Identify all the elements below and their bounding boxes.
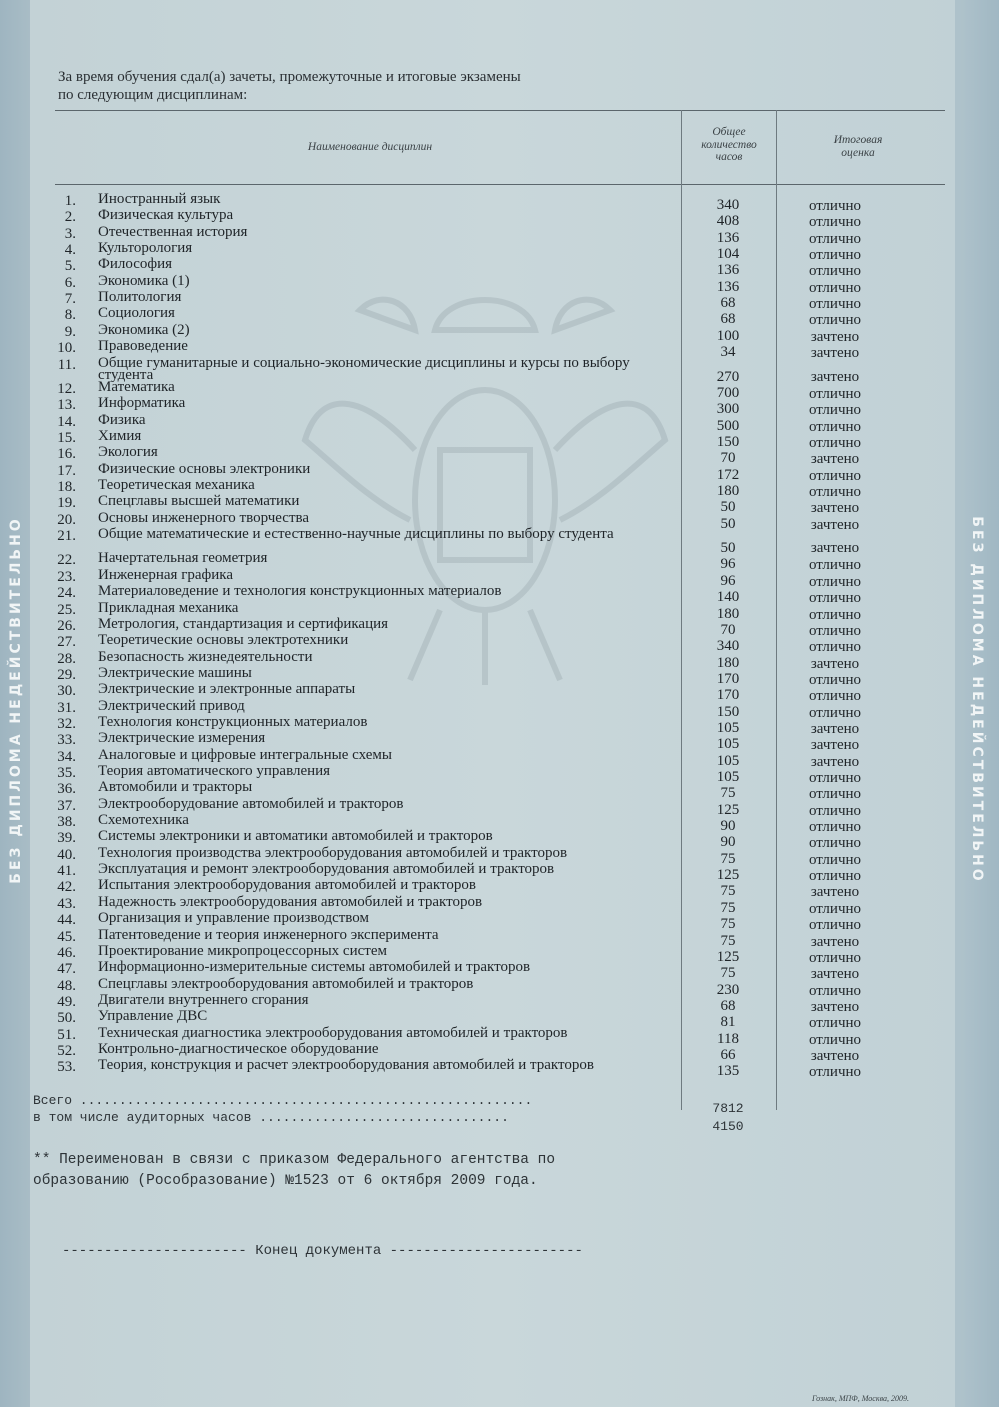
discipline-grade: отлично [808, 982, 862, 999]
column-header-hours [683, 126, 775, 164]
auditory-hours-value: 4150 [712, 1119, 744, 1134]
discipline-name: Спецглавы электрооборудования автомобилей и тракторов [98, 975, 474, 992]
discipline-name: Химия [98, 427, 142, 444]
discipline-name: Надежность электрооборудования автомобилей и тракторов [98, 893, 483, 910]
discipline-grade: отлично [808, 418, 862, 435]
intro-text [58, 68, 521, 104]
discipline-name: Основы инженерного творчества [98, 509, 310, 526]
row-number: 36. [57, 781, 76, 798]
discipline-name: Организация и управление производством [98, 910, 369, 927]
hours-header-line-3: часов [715, 151, 743, 163]
discipline-name: Социология [98, 305, 175, 322]
discipline-name: Экономика (1) [98, 272, 190, 289]
discipline-name: Информатика [98, 395, 186, 412]
discipline-grade: отлично [808, 402, 862, 419]
discipline-name: Политология [98, 289, 182, 306]
discipline-grade: зачтено [810, 345, 860, 362]
row-number: 52. [57, 1042, 76, 1059]
discipline-name: Электрические и электронные аппараты [98, 681, 356, 698]
discipline-hours: 34 [720, 344, 736, 361]
discipline-grade: отлично [808, 949, 862, 966]
discipline-name: Материаловедение и технология конструкционных материалов [98, 583, 502, 600]
discipline-grade: зачтено [810, 884, 860, 901]
column-divider-hours [681, 110, 682, 1110]
discipline-grade: зачтено [810, 328, 860, 345]
row-number: 27. [57, 634, 76, 651]
row-number: 6. [64, 274, 76, 291]
discipline-hours: 75 [720, 916, 736, 933]
row-number: 43. [57, 895, 76, 912]
discipline-grade: зачтено [810, 516, 860, 533]
discipline-name: Философия [98, 256, 173, 273]
discipline-grade: зачтено [810, 720, 860, 737]
discipline-name: Управление ДВС [98, 1008, 208, 1025]
row-number: 12. [57, 380, 76, 397]
discipline-name: Спецглавы высшей математики [98, 493, 300, 510]
discipline-hours: 150 [716, 433, 740, 450]
discipline-hours: 150 [716, 703, 740, 720]
discipline-name: Электрооборудование автомобилей и тракторов [98, 795, 404, 812]
discipline-hours: 75 [720, 899, 736, 916]
discipline-hours: 50 [720, 515, 736, 532]
discipline-name: Правоведение [98, 338, 188, 355]
discipline-grade: отлично [808, 263, 862, 280]
discipline-hours: 135 [716, 1063, 740, 1080]
row-number: 34. [57, 748, 76, 765]
discipline-name: Патентоведение и теория инженерного эксперимента [98, 926, 439, 943]
discipline-hours: 66 [720, 1046, 736, 1063]
row-number: 40. [57, 846, 76, 863]
discipline-hours: 125 [716, 948, 740, 965]
discipline-name: Физическая культура [98, 207, 234, 224]
discipline-name: Безопасность жизнедеятельности [98, 648, 313, 665]
discipline-name: Культорология [98, 240, 193, 257]
row-number: 20. [57, 511, 76, 528]
row-number: 10. [57, 340, 76, 357]
row-number: 37. [57, 797, 76, 814]
discipline-hours: 170 [716, 670, 740, 687]
discipline-name: Начертательная геометрия [98, 550, 268, 567]
row-number: 4. [64, 242, 76, 259]
discipline-hours: 140 [716, 589, 740, 606]
discipline-grade: отлично [808, 198, 862, 214]
row-number: 22. [57, 552, 76, 569]
row-number: 24. [57, 585, 76, 602]
total-value: 7812 [712, 1101, 744, 1116]
discipline-name: Эксплуатация и ремонт электрооборудования автомобилей и тракторов [98, 861, 555, 878]
discipline-name: Физика [98, 411, 146, 428]
auditory-hours-label: в том числе аудиторных часов ................................ [33, 1110, 509, 1125]
discipline-name: Контрольно-диагностическое оборудование [98, 1040, 379, 1057]
discipline-hours: 100 [716, 327, 740, 344]
discipline-hours: 270 [716, 368, 740, 385]
row-number: 41. [57, 863, 76, 880]
right-side-text: БЕЗ ДИПЛОМА НЕДЕЙСТВИТЕЛЬНО [969, 516, 985, 884]
discipline-grade: отлично [808, 557, 862, 574]
renaming-note [33, 1150, 555, 1192]
row-number: 5. [64, 258, 76, 275]
discipline-hours: 81 [720, 1014, 736, 1031]
discipline-grade: зачтено [810, 998, 860, 1015]
discipline-grade: зачтено [810, 753, 860, 770]
discipline-grade: отлично [808, 639, 862, 656]
discipline-name: Испытания электрооборудования автомобилей и тракторов [98, 877, 476, 894]
discipline-name: Отечественная история [98, 223, 248, 240]
discipline-name: Системы электроники и автоматики автомобилей и тракторов [98, 828, 493, 845]
row-number: 42. [57, 879, 76, 896]
discipline-grade: отлично [808, 802, 862, 819]
discipline-name: Метрология, стандартизация и сертификация [98, 615, 389, 632]
row-number: 23. [57, 568, 76, 585]
discipline-grade: отлично [808, 214, 862, 231]
discipline-name: Теоретическая механика [98, 477, 255, 493]
row-number: 3. [64, 225, 76, 242]
row-number: 32. [57, 715, 76, 732]
discipline-grade: отлично [808, 590, 862, 607]
discipline-name: Аналоговые и цифровые интегральные схемы [98, 746, 392, 763]
discipline-name: Техническая диагностика электрооборудования автомобилей и тракторов [98, 1024, 568, 1041]
discipline-name: Схемотехника [98, 812, 189, 829]
row-number: 9. [64, 323, 76, 340]
discipline-grade: отлично [808, 1031, 862, 1048]
row-number: 49. [57, 993, 76, 1010]
discipline-grade: отлично [808, 688, 862, 705]
row-number: 11. [57, 356, 76, 373]
discipline-hours: 96 [720, 572, 736, 589]
header-top-rule [55, 110, 945, 111]
row-number: 48. [57, 977, 76, 994]
row-number: 44. [57, 912, 76, 929]
row-number: 8. [64, 307, 76, 324]
discipline-grade: отлично [808, 1015, 862, 1032]
row-number: 25. [57, 601, 76, 618]
discipline-hours: 68 [720, 997, 736, 1014]
row-number: 14. [57, 413, 76, 430]
discipline-hours: 700 [716, 384, 740, 401]
discipline-name: Иностранный язык [98, 191, 221, 207]
hours-header-line-2: количество [701, 138, 757, 151]
discipline-name: Проектирование микропроцессорных систем [98, 942, 387, 959]
discipline-grade: отлично [808, 434, 862, 451]
row-number: 50. [57, 1010, 76, 1027]
discipline-grade: отлично [808, 819, 862, 836]
discipline-hours: 68 [720, 311, 736, 328]
row-number: 2. [64, 209, 76, 226]
printer-imprint: Гознак, МПФ, Москва, 2009. [812, 1394, 909, 1403]
discipline-hours: 118 [717, 1030, 739, 1047]
discipline-hours: 75 [720, 883, 736, 900]
discipline-name: Общие гуманитарные и социально-экономические дисциплины и курсы по выбору студента [98, 354, 630, 383]
discipline-hours: 68 [720, 295, 736, 312]
discipline-hours: 136 [716, 278, 740, 295]
discipline-name: Инженерная графика [98, 566, 233, 583]
row-number: 13. [57, 397, 76, 414]
row-number: 51. [57, 1026, 76, 1043]
discipline-name: Электрический привод [98, 697, 245, 714]
discipline-grade: отлично [808, 606, 862, 623]
discipline-grade: отлично [808, 835, 862, 852]
row-number: 31. [57, 699, 76, 716]
row-number: 33. [57, 732, 76, 749]
left-side-text: БЕЗ ДИПЛОМА НЕДЕЙСТВИТЕЛЬНО [8, 516, 24, 884]
discipline-hours: 70 [720, 450, 736, 467]
column-divider-grade [776, 110, 777, 1110]
grade-header-line-1: Итоговая [833, 134, 883, 146]
discipline-name: Прикладная механика [98, 599, 239, 616]
discipline-name: Теория автоматического управления [98, 763, 331, 779]
column-header-grade [778, 134, 938, 159]
discipline-hours: 104 [716, 246, 740, 263]
discipline-name: Информационно-измерительные системы автомобилей и тракторов [98, 959, 531, 976]
note-line-1: ** Переименован в связи с приказом Федерального агентства по [33, 1152, 556, 1168]
discipline-name: Электрические машины [98, 664, 252, 681]
column-header-name: Наименование дисциплин [307, 141, 433, 153]
row-number: 21. [57, 528, 76, 545]
discipline-hours: 70 [720, 621, 736, 638]
row-number: 45. [57, 928, 76, 945]
discipline-name: Теоретические основы электротехники [98, 632, 349, 649]
discipline-grade: отлично [808, 917, 862, 934]
discipline-hours: 105 [716, 719, 740, 736]
discipline-grade: отлично [808, 786, 862, 803]
discipline-hours: 408 [716, 213, 740, 230]
discipline-name: Физические основы электроники [98, 460, 311, 477]
row-number: 18. [57, 479, 76, 495]
grade-header-line-2: оценка [841, 146, 875, 159]
row-number: 46. [57, 944, 76, 961]
discipline-hours: 75 [720, 850, 736, 867]
discipline-hours: 75 [720, 785, 736, 802]
discipline-grade: отлично [808, 279, 862, 296]
row-number: 16. [57, 446, 76, 463]
discipline-grade: отлично [808, 770, 862, 786]
note-line-2: образованию (Рособразование) №1523 от 6 октября 2009 года. [33, 1173, 538, 1189]
discipline-name: Экология [98, 444, 158, 461]
row-number: 26. [57, 617, 76, 634]
discipline-hours: 105 [716, 769, 740, 785]
discipline-name: Электрические измерения [98, 730, 266, 747]
discipline-name: Теория, конструкция и расчет электрооборудования автомобилей и тракторов [98, 1057, 594, 1074]
row-number: 19. [57, 495, 76, 512]
row-number: 28. [57, 650, 76, 667]
discipline-hours: 50 [720, 540, 736, 557]
discipline-grade: зачтено [810, 655, 860, 672]
discipline-hours: 136 [716, 229, 740, 246]
discipline-grade: зачтено [810, 368, 860, 385]
discipline-hours: 50 [720, 499, 736, 516]
discipline-grade: отлично [808, 1064, 862, 1081]
discipline-grade: зачтено [810, 1047, 860, 1064]
discipline-name: Экономика (2) [98, 321, 190, 338]
row-number: 17. [57, 462, 76, 479]
discipline-grade: зачтено [810, 737, 860, 754]
discipline-hours: 180 [716, 654, 740, 671]
discipline-grade: отлично [808, 467, 862, 484]
discipline-grade: отлично [808, 312, 862, 329]
discipline-hours: 75 [720, 965, 736, 982]
discipline-grade: отлично [808, 573, 862, 590]
discipline-grade: отлично [808, 900, 862, 917]
discipline-hours: 136 [716, 262, 740, 279]
discipline-grade: отлично [808, 868, 862, 885]
discipline-grade: зачтено [810, 966, 860, 983]
discipline-grade: отлично [808, 296, 862, 313]
discipline-grade: зачтено [810, 500, 860, 517]
discipline-hours: 172 [716, 466, 740, 483]
discipline-name: Технология конструкционных материалов [98, 713, 368, 730]
discipline-hours: 340 [716, 197, 740, 213]
discipline-grade: отлично [808, 247, 862, 264]
row-number: 35. [57, 765, 76, 781]
row-number: 38. [57, 814, 76, 831]
discipline-grade: зачтено [810, 451, 860, 468]
discipline-grade: отлично [808, 230, 862, 247]
row-number: 1. [64, 193, 76, 209]
row-number: 7. [64, 291, 76, 308]
discipline-name: Математика [98, 378, 175, 395]
discipline-grade: отлично [808, 851, 862, 868]
discipline-name: Двигатели внутреннего сгорания [98, 991, 309, 1008]
discipline-hours: 105 [716, 752, 740, 769]
discipline-grade: зачтено [810, 540, 860, 557]
discipline-hours: 230 [716, 981, 740, 998]
end-of-document-line: ---------------------- Конец документа ----------------------- [62, 1243, 583, 1259]
row-number: 53. [57, 1059, 76, 1076]
row-number: 30. [57, 683, 76, 700]
total-label: Всего .......................................................... [33, 1093, 533, 1108]
row-number: 29. [57, 666, 76, 683]
discipline-hours: 125 [716, 801, 740, 818]
discipline-name: Автомобили и тракторы [98, 779, 253, 796]
intro-line-2: по следующим дисциплинам: [58, 87, 248, 103]
discipline-grade: отлично [808, 622, 862, 639]
discipline-hours: 125 [716, 867, 740, 884]
discipline-grade: отлично [808, 484, 862, 500]
discipline-hours: 500 [716, 417, 740, 434]
discipline-grade: отлично [808, 671, 862, 688]
discipline-hours: 75 [720, 932, 736, 949]
discipline-hours: 90 [720, 834, 736, 851]
row-number: 47. [57, 961, 76, 978]
discipline-hours: 96 [720, 556, 736, 573]
discipline-grade: зачтено [810, 933, 860, 950]
row-number: 39. [57, 830, 76, 847]
discipline-grade: отлично [808, 704, 862, 721]
discipline-hours: 340 [716, 638, 740, 655]
intro-line-1: За время обучения сдал(а) зачеты, промежуточные и итоговые экзамены [58, 69, 521, 85]
discipline-name: Технология производства электрооборудования автомобилей и тракторов [98, 844, 568, 861]
discipline-hours: 180 [716, 605, 740, 622]
discipline-hours: 170 [716, 687, 740, 704]
discipline-hours: 180 [716, 483, 740, 499]
discipline-hours: 90 [720, 818, 736, 835]
row-number: 15. [57, 429, 76, 446]
discipline-grade: отлично [808, 385, 862, 402]
header-bottom-rule [55, 184, 945, 185]
discipline-name: Общие математические и естественно-научные дисциплины по выбору студента [98, 526, 614, 543]
hours-header-line-1: Общее [712, 126, 746, 138]
discipline-hours: 105 [716, 736, 740, 753]
discipline-hours: 300 [716, 401, 740, 418]
